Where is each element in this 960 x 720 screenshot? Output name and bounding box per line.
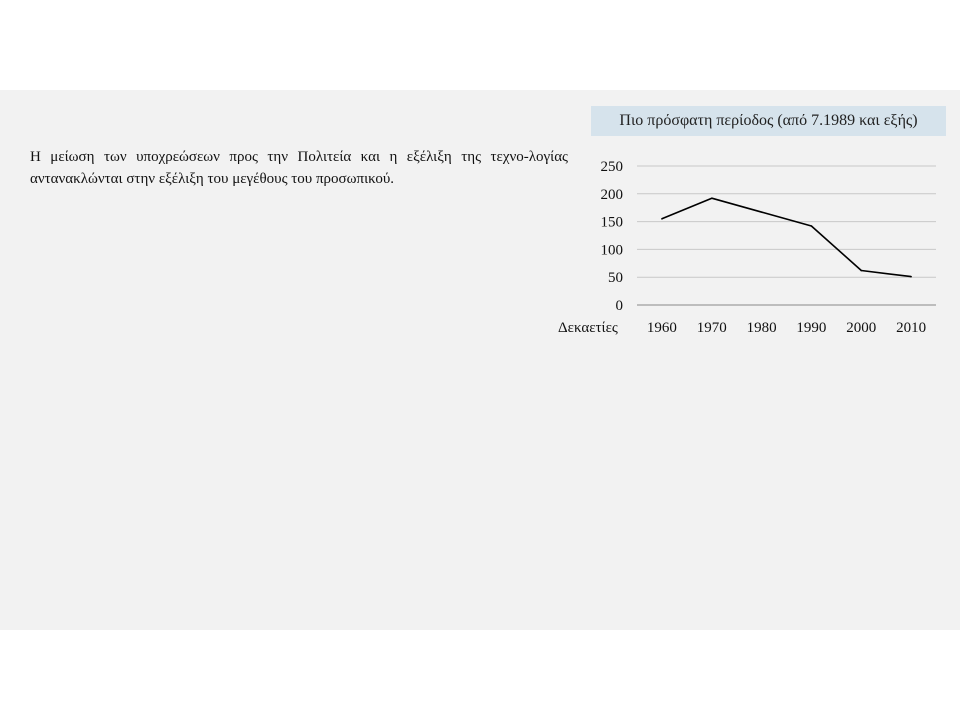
y-tick-label: 250	[600, 159, 623, 175]
grid-lines	[637, 166, 936, 305]
y-tick-label: 150	[600, 214, 623, 231]
x-axis-ticks	[647, 320, 926, 336]
body-paragraph: Η μείωση των υποχρεώσεων προς την Πολιτεία και η εξέλιξη της τεχνο-λογίας αντανακλώνται στην εξέλιξη του μεγέθους του προσωπικού.	[30, 149, 568, 187]
series-line	[662, 198, 911, 276]
data-point	[860, 270, 862, 272]
line-chart	[540, 150, 950, 350]
x-axis-label: Δεκαετίες	[558, 320, 618, 336]
data-point	[661, 218, 663, 220]
x-tick-label: 1980	[746, 320, 777, 336]
data-point	[811, 225, 813, 227]
x-tick-label: 2010	[896, 320, 927, 336]
chart-title: Πιο πρόσφατη περίοδος (από 7.1989 και εξής)	[591, 106, 946, 136]
x-tick-label: 1970	[696, 320, 727, 336]
y-tick-label: 0	[615, 298, 623, 314]
y-tick-label: 100	[600, 242, 623, 259]
y-axis-ticks	[601, 159, 624, 314]
data-point	[910, 276, 912, 278]
series	[661, 197, 912, 277]
x-tick-label: 1990	[796, 320, 827, 336]
data-point	[711, 197, 713, 199]
y-tick-label: 200	[600, 186, 623, 203]
y-tick-label: 50	[608, 270, 623, 287]
x-tick-label: 2000	[846, 320, 877, 336]
x-tick-label: 1960	[646, 320, 677, 336]
